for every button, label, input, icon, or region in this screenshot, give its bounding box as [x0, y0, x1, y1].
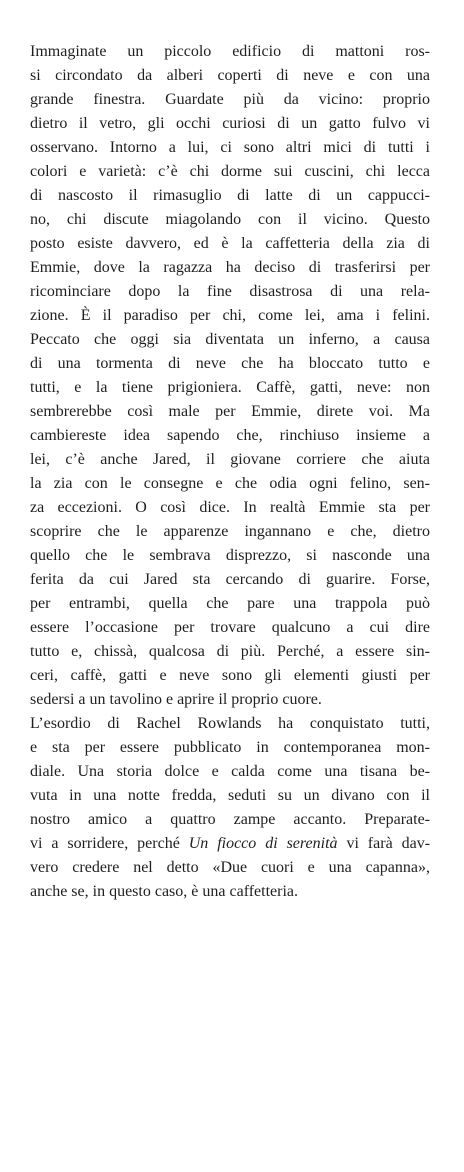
- text-line: vero credere nel detto «Due cuori e una capanna»,: [30, 859, 430, 876]
- text-line: Peccato che oggi sia diventata un inferno, a causa: [30, 331, 430, 348]
- text-line: zione. È il paradiso per chi, come lei, ama i felini.: [30, 307, 430, 324]
- text-line: za eccezioni. O così dice. In realtà Emmie sta per: [30, 499, 430, 516]
- text-line: diale. Una storia dolce e calda come una tisana be-: [30, 763, 430, 780]
- text-line: Emmie, dove la ragazza ha deciso di trasferirsi per: [30, 259, 430, 276]
- text-line: la zia con le consegne e che odia ogni felino, sen-: [30, 475, 430, 492]
- text-line: Immaginate un piccolo edificio di mattoni ros-: [30, 43, 430, 60]
- text-line: essere l’occasione per trovare qualcuno a cui dire: [30, 619, 430, 636]
- text-run: vi farà dav-: [337, 835, 431, 852]
- text-line: no, chi discute miagolando con il vicino. Questo: [30, 211, 430, 228]
- text-line: ceri, caffè, gatti e neve sono gli elementi giusti per: [30, 667, 430, 684]
- text-line: L’esordio di Rachel Rowlands ha conquistato tutti,: [30, 715, 430, 732]
- text-line: per entrambi, quella che pare una trappola può: [30, 595, 430, 612]
- text-line: e sta per essere pubblicato in contemporanea mon-: [30, 739, 430, 756]
- text-line: sedersi a un tavolino e aprire il proprio cuore.: [30, 691, 322, 708]
- text-line: scoprire che le apparenze ingannano e che, dietro: [30, 523, 430, 540]
- text-line: quello che le sembrava disprezzo, si nasconde una: [30, 547, 430, 564]
- text-line: tutto e, chissà, qualcosa di più. Perché, a essere sin-: [30, 643, 430, 660]
- text-line: grande finestra. Guardate più da vicino: proprio: [30, 91, 430, 108]
- paragraph-1: [30, 40, 430, 712]
- text-line: di una tormenta di neve che ha bloccato tutto e: [30, 355, 430, 372]
- paragraph-2: [30, 712, 430, 904]
- text-line: di nascosto il rimasuglio di latte di un cappucci-: [30, 187, 430, 204]
- book-title: Un fiocco di serenità: [188, 835, 338, 852]
- text-run: vi a sorridere, perché: [30, 835, 189, 852]
- text-line: vuta in una notte fredda, seduti su un divano con il: [30, 787, 430, 804]
- text-line: dietro il vetro, gli occhi curiosi di un gatto fulvo vi: [30, 115, 430, 132]
- text-line: ferita da cui Jared sta cercando di guarire. Forse,: [30, 571, 430, 588]
- synopsis-text: [30, 40, 430, 904]
- text-line-with-title: [30, 832, 430, 856]
- text-line: cambiereste idea sapendo che, rinchiuso insieme a: [30, 427, 430, 444]
- text-line: posto esiste davvero, ed è la caffetteria della zia di: [30, 235, 430, 252]
- text-line: si circondato da alberi coperti di neve e con una: [30, 67, 430, 84]
- text-line: tutti, e la tiene prigioniera. Caffè, gatti, neve: non: [30, 379, 430, 396]
- text-line: anche se, in questo caso, è una caffetteria.: [30, 883, 299, 900]
- text-line: osservano. Intorno a lui, ci sono altri mici di tutti i: [30, 139, 430, 156]
- text-line: sembrerebbe così male per Emmie, direte voi. Ma: [30, 403, 430, 420]
- text-line: ricominciare dopo la fine disastrosa di una rela-: [30, 283, 430, 300]
- text-line: nostro amico a quattro zampe accanto. Preparate-: [30, 811, 430, 828]
- text-line: lei, c’è anche Jared, il giovane corriere che aiuta: [30, 451, 430, 468]
- text-line: colori e varietà: c’è chi dorme sui cuscini, chi lecca: [30, 163, 430, 180]
